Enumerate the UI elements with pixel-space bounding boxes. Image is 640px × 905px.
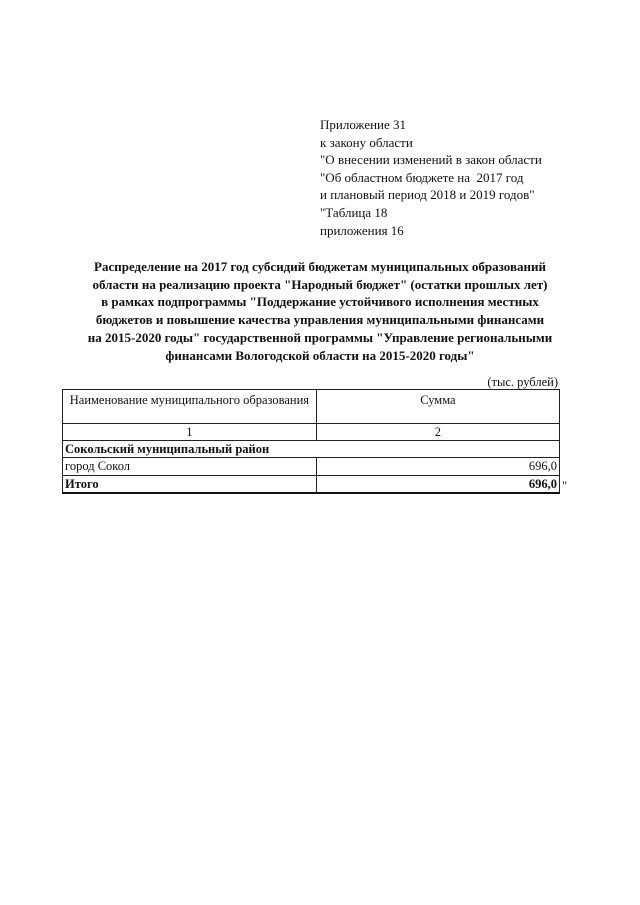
document-title: [60, 258, 580, 364]
column-number: 1: [63, 424, 317, 441]
district-name: Сокольский муниципальный район: [63, 441, 560, 458]
column-number: 2: [316, 424, 559, 441]
units-label: (тыс. рублей): [487, 375, 558, 389]
total-row: [63, 476, 560, 494]
header-line: "О внесении изменений в закон области: [320, 152, 542, 168]
district-row: [63, 441, 560, 458]
title-line: Распределение на 2017 год субсидий бюджетам муниципальных образований: [94, 259, 546, 274]
table-header-row: [63, 390, 560, 424]
title-line: области на реализацию проекта "Народный бюджет" (остатки прошлых лет): [92, 276, 548, 292]
column-header-name: Наименование муниципального образования: [63, 390, 317, 424]
appendix-header: [320, 116, 542, 239]
title-line: финансами Вологодской области на 2015-2020 годы": [165, 347, 475, 363]
header-line: к закону области: [320, 134, 413, 150]
table-row: [63, 458, 560, 476]
closing-quote: ": [562, 479, 568, 493]
row-amount: 696,0: [316, 458, 559, 476]
subsidy-table: [62, 389, 560, 494]
total-label: Итого: [63, 476, 317, 494]
title-line: бюджетов и повышение качества управления муниципальными финансами: [95, 312, 545, 328]
header-line: Приложение 31: [320, 117, 407, 132]
title-line: на 2015-2020 годы" государственной программы "Управление региональными: [87, 329, 553, 345]
header-line: и плановый период 2018 и 2019 годов": [320, 187, 535, 203]
column-numbers-row: [63, 424, 560, 441]
total-amount: 696,0: [316, 476, 559, 494]
title-line: в рамках подпрограммы "Поддержание устойчивого исполнения местных: [101, 294, 539, 310]
column-header-sum: Сумма: [316, 390, 559, 424]
header-line: приложения 16: [320, 222, 404, 238]
header-line: "Таблица 18: [320, 204, 388, 220]
row-name: город Сокол: [63, 458, 317, 476]
header-line: "Об областном бюджете на 2017 год: [320, 169, 524, 185]
